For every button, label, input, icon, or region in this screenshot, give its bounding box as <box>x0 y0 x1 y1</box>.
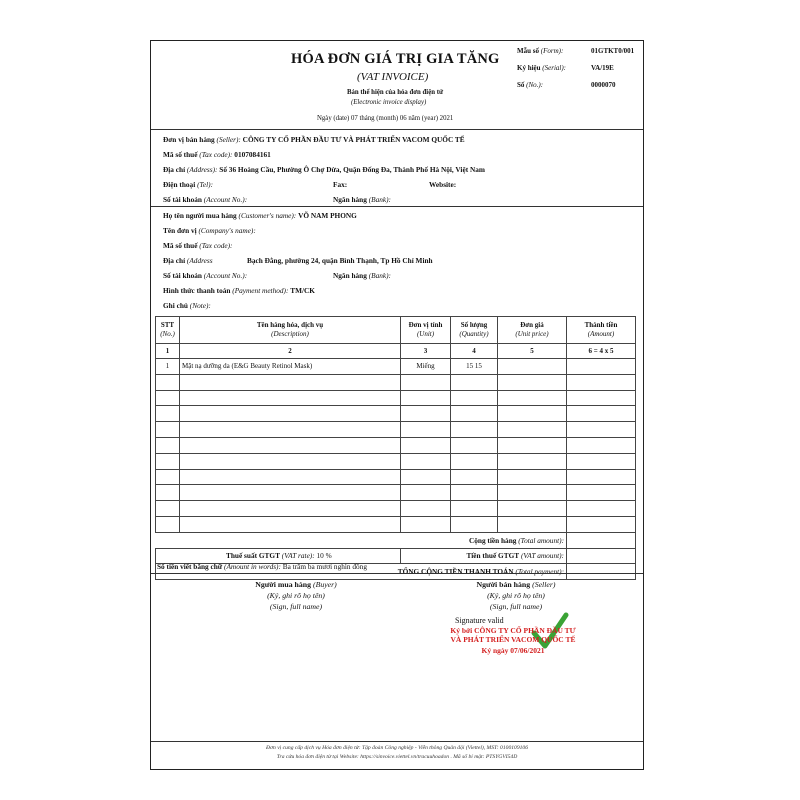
invoice-no-value: 0000070 <box>591 81 616 89</box>
seller-signature-block: Người bán hàng (Seller) (Ký, ghi rõ họ tên) (Sign, full name) <box>476 580 556 611</box>
note-row: Ghi chú (Note): <box>163 301 211 310</box>
grand-total-row: TỔNG CỘNG TIỀN THANH TOÁN (Total payment): <box>156 564 636 580</box>
invoice-subtitle: (VAT INVOICE) <box>357 71 429 83</box>
col-description: Tên hàng hóa, dịch vụ (Description) <box>180 317 401 344</box>
table-row <box>156 437 636 453</box>
footer-provider: Đơn vị cung cấp dịch vụ Hóa đơn điện tử: Tập đoàn Công nghiệp - Viễn thông Quân đội (Viettel), MST: 0100109106 <box>265 745 529 751</box>
seller-tel-row: Điện thoại (Tel): <box>163 180 214 189</box>
serial-value: VA/19E <box>591 64 614 72</box>
form-value: 01GTKT0/001 <box>591 47 635 55</box>
table-row <box>156 422 636 438</box>
seller-name-row: Đơn vị bán hàng (Seller): CÔNG TY CỔ PHẦN ĐẦU TƯ VÀ PHÁT TRIỂN VACOM QUỐC TẾ <box>163 135 465 144</box>
table-row <box>156 374 636 390</box>
numbering-row: 1 2 3 4 5 6 = 4 x 5 <box>156 344 636 359</box>
col-quantity: Số lượng (Quantity) <box>451 317 498 344</box>
table-row: 1 Mặt nạ dưỡng da (E&G Beauty Retinol Mask) Miếng 15 15 <box>156 359 636 375</box>
footer-lookup: Tra cứu hóa đơn điện tử tại Website: https://sinvoice.viettel.vn/tracuuhoadon . Mã số bí mật: PTSYGVI54D <box>276 754 518 760</box>
payment-method-row: Hình thức thanh toán (Payment method): TM/CK <box>163 286 315 295</box>
divider <box>151 129 643 130</box>
divider <box>151 206 643 207</box>
col-unit-price: Đơn giá (Unit price) <box>498 317 567 344</box>
buyer-account-row: Số tài khoản (Account No.): <box>163 271 248 280</box>
serial-label: Ký hiệu (Serial): <box>517 64 567 72</box>
display-label-en: (Electronic invoice display) <box>351 99 427 106</box>
buyer-tax-row: Mã số thuế (Tax code): <box>163 241 233 250</box>
invoice-page <box>150 40 644 770</box>
buyer-address-value: Bạch Đằng, phường 24, quận Bình Thạnh, Tp Hồ Chí Minh <box>247 256 433 265</box>
subtotal-row: Cộng tiền hàng (Total amount): <box>156 532 636 548</box>
invoice-date: Ngày (date) 07 tháng (month) 06 năm (year) 2021 <box>317 115 454 122</box>
table-row <box>156 406 636 422</box>
table-row <box>156 390 636 406</box>
table-row <box>156 516 636 532</box>
seller-tax-row: Mã số thuế (Tax code): 0107084161 <box>163 150 271 159</box>
seller-website: Website: <box>429 180 457 189</box>
table-row <box>156 453 636 469</box>
col-no: STT (No.) <box>156 317 180 344</box>
seller-account-row: Số tài khoản (Account No.): <box>163 195 248 204</box>
buyer-name-row: Họ tên người mua hàng (Customer's name): VÕ NAM PHONG <box>163 211 357 220</box>
table-row <box>156 485 636 501</box>
divider <box>151 573 643 574</box>
table-row <box>156 469 636 485</box>
col-unit: Đơn vị tính (Unit) <box>401 317 451 344</box>
buyer-signature-block: Người mua hàng (Buyer) (Ký, ghi rõ họ tên) (Sign, full name) <box>255 580 337 611</box>
divider <box>151 741 643 742</box>
buyer-address-row: Địa chỉ (Address <box>163 256 213 265</box>
display-label-vi: Bản thể hiện của hóa đơn điện tử <box>347 89 444 96</box>
form-label: Mẫu số (Form): <box>517 47 564 55</box>
vat-row: Thuế suất GTGT (VAT rate): 10 % Tiền thuế GTGT (VAT amount): <box>156 548 636 564</box>
signed-by-block: Ký bởi CÔNG TY CỔ PHẦN ĐẦU TƯ VÀ PHÁT TRIỂN VACOM QUỐC TẾ Ký ngày 07/06/2021 <box>450 626 576 655</box>
buyer-company-row: Tên đơn vị (Company's name): <box>163 226 256 235</box>
table-row <box>156 501 636 517</box>
amount-in-words-row: Số tiền viết bằng chữ (Amount in words): Ba trăm ba mươi nghìn đồng <box>157 562 367 571</box>
items-table <box>155 316 636 580</box>
invoice-no-label: Số (No.): <box>517 81 544 89</box>
col-amount: Thành tiền (Amount) <box>567 317 636 344</box>
invoice-title: HÓA ĐƠN GIÁ TRỊ GIA TĂNG <box>291 51 500 67</box>
seller-fax: Fax: <box>333 180 348 189</box>
buyer-bank: Ngân hàng (Bank): <box>333 271 391 280</box>
seller-bank: Ngân hàng (Bank): <box>333 195 391 204</box>
signature-valid-text: Signature valid <box>455 616 504 625</box>
seller-address-row: Địa chỉ (Address): Số 36 Hoàng Cầu, Phường Ô Chợ Dừa, Quận Đống Đa, Thành Phố Hà Nội, Việt Nam <box>163 165 485 174</box>
